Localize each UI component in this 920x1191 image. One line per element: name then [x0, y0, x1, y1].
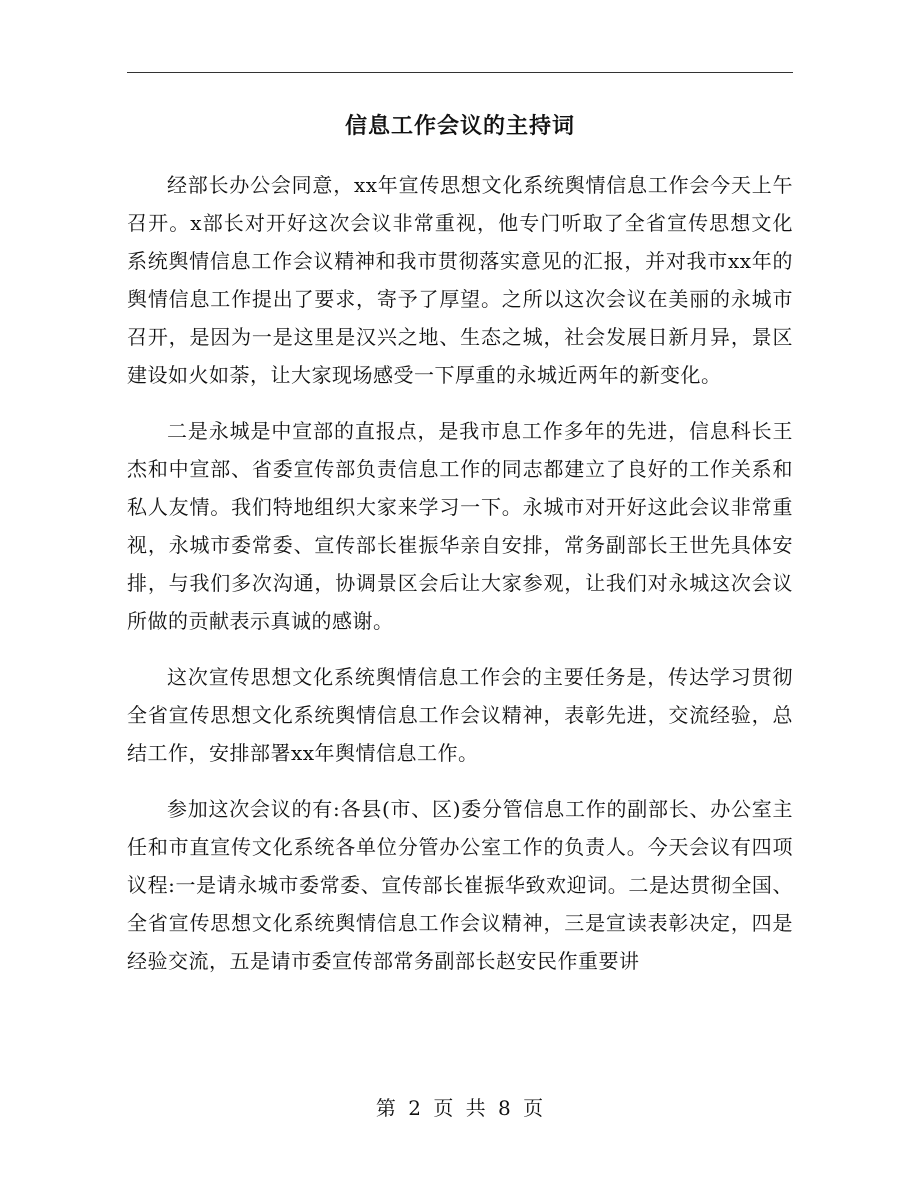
footer-prefix: 第	[375, 1096, 397, 1120]
paragraph-4: 参加这次会议的有:各县(市、区)委分管信息工作的副部长、办公室主任和市直宣传文化系统各单位分管办公室工作的负责人。今天会议有四项议程:一是请永城市委常委、宣传部长崔振华致欢迎词。二是达贯彻全国、全省宣传思想文化系统舆情信息工作会议精神，三是宣读表彰决定，四是经验交流，五是请市委宣传部常务副部长赵安民作重要讲	[127, 797, 793, 973]
total-page-count: 8	[498, 1096, 512, 1120]
page-footer	[127, 1092, 793, 1124]
paragraph-2: 二是永城是中宣部的直报点，是我市息工作多年的先进，信息科长王杰和中宣部、省委宣传部负责信息工作的同志都建立了良好的工作关系和私人友情。我们特地组织大家来学习一下。永城市对开好这此会议非常重视，永城市委常委、宣传部长崔振华亲自安排，常务副部长王世先具体安排，与我们多次沟通，协调景区会后让大家参观，让我们对永城这次会议所做的贡献表示真诚的感谢。	[127, 419, 793, 633]
current-page-number: 2	[408, 1096, 422, 1120]
paragraph-1: 经部长办公会同意，xx年宣传思想文化系统舆情信息工作会今天上午召开。x部长对开好这次会议非常重视，他专门听取了全省宣传思想文化系统舆情信息工作会议精神和我市贯彻落实意见的汇报，并对我市xx年的舆情信息工作提出了要求，寄予了厚望。之所以这次会议在美丽的永城市召开，是因为一是这里是汉兴之地、生态之城，社会发展日新月异，景区建设如火如荼，让大家现场感受一下厚重的永城近两年的新变化。	[127, 173, 793, 387]
page-title: 信息工作会议的主持词	[344, 113, 575, 139]
header-rule	[127, 72, 793, 73]
document-body	[127, 166, 793, 998]
footer-total-label: 页	[523, 1096, 545, 1120]
paragraph-3: 这次宣传思想文化系统舆情信息工作会的主要任务是，传达学习贯彻全省宣传思想文化系统舆情信息工作会议精神，表彰先进，交流经验，总结工作，安排部署xx年舆情信息工作。	[127, 665, 793, 765]
footer-page-label: 页	[433, 1096, 455, 1120]
footer-total-prefix: 共	[465, 1096, 487, 1120]
